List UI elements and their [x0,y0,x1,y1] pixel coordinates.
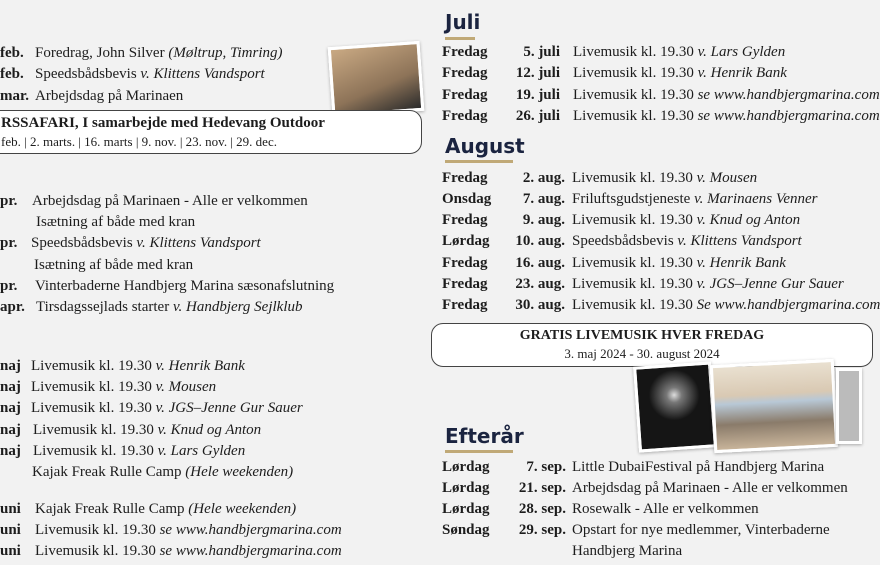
event-detail: v. Lars Gylden [157,443,246,459]
event-text: Livemusik kl. 19.30 [572,170,697,186]
event-row [0,499,848,519]
event-date: 5. juli [523,44,560,60]
event-detail: v. Knud og Anton [157,422,262,438]
event-date: uni [0,501,21,517]
event-detail: se www.handbjergmarina.com [697,108,880,124]
event-row [0,478,848,498]
fireworks-photo [633,361,717,452]
event-row [0,42,848,62]
event-row [0,520,848,540]
event-detail: v. JGS–Jenne Gur Sauer [155,400,303,416]
marina-photo [710,359,838,453]
event-date: uni [0,522,21,538]
event-detail: (Møltrup, Timring) [168,45,283,61]
event-row [0,168,848,188]
event-weekday: Søndag [442,522,490,538]
event-weekday: Fredag [442,65,488,81]
event-detail: se www.handbjergmarina.com [159,543,342,559]
august-heading: August [445,134,525,158]
event-detail: v. Klittens Vandsport [677,233,802,249]
event-text: Speedsbådsbevis [572,233,678,249]
event-text: Opstart for nye medlemmer, Vinterbaderne [572,522,830,538]
event-text: Livemusik kl. 19.30 [33,443,158,459]
event-detail: v. Lars Gylden [697,44,786,60]
august-underline [445,160,513,163]
event-detail: se www.handbjergmarina.com [697,87,880,103]
event-date: naj [0,443,21,459]
safari-dates: feb. | 2. marts. | 16. marts | 9. nov. | 23. nov. | 29. dec. [1,134,277,149]
event-date: naj [0,422,21,438]
event-weekday: Onsdag [442,191,492,207]
event-text: Isætning af både med kran [36,214,196,230]
event-row [0,85,880,105]
event-text: Livemusik kl. 19.30 [572,255,697,271]
event-date: 2. aug. [522,170,565,186]
safari-title: RSSAFARI, I samarbejde med Hedevang Outdoor [1,115,325,131]
event-row [0,295,880,315]
event-date: 16. aug. [515,255,565,271]
event-detail: v. Knud og Anton [696,212,801,228]
event-text: Friluftsgudstjeneste [572,191,695,207]
event-text: Livemusik kl. 19.30 [33,422,158,438]
event-weekday: Lørdag [442,480,490,496]
partial-photo [836,368,862,444]
event-date: 10. aug. [515,233,565,249]
event-detail: v. Marinaens Venner [694,191,818,207]
event-date: 23. aug. [515,276,565,292]
event-detail: Se www.handbjergmarina.com [696,297,880,313]
event-date: 26. juli [515,108,560,124]
event-date: pr. [0,235,18,251]
event-row [0,274,848,294]
event-date: pr. [0,278,18,294]
event-date: 28. sep. [518,501,566,517]
event-weekday: Fredag [442,87,488,103]
event-text: Tirsdagssejlads starter [36,299,173,315]
event-date: naj [0,400,21,416]
event-text: Livemusik kl. 19.30 [573,44,698,60]
event-text: Livemusik kl. 19.30 [573,65,698,81]
event-text: Livemusik kl. 19.30 [31,400,156,416]
event-text: Livemusik kl. 19.30 [572,297,697,313]
event-detail: v. Klittens Vandsport [136,235,261,251]
event-weekday: Fredag [442,170,488,186]
event-date: 12. juli [515,65,560,81]
event-text: Livemusik kl. 19.30 [35,543,160,559]
event-text: Foredrag, John Silver [35,45,169,61]
event-weekday: Fredag [442,44,488,60]
event-date: 7. sep. [526,459,566,475]
table-photo [328,41,425,117]
event-text: Vinterbaderne Handbjerg Marina sæsonafslutning [35,278,335,294]
event-weekday: Fredag [442,108,488,124]
event-weekday: Fredag [442,212,488,228]
event-text: Livemusik kl. 19.30 [31,379,156,395]
event-detail: v. Henrik Bank [155,358,245,374]
juli-underline [445,37,475,40]
event-text: Livemusik kl. 19.30 [572,276,697,292]
gratis-title: GRATIS LIVEMUSIK HVER FREDAG [519,328,765,343]
event-weekday: Fredag [442,255,488,271]
event-text: Livemusik kl. 19.30 [31,358,156,374]
event-detail: (Hele weekenden) [188,501,297,517]
event-detail: v. Mousen [696,170,758,186]
event-weekday: Fredag [442,276,488,292]
event-detail: se www.handbjergmarina.com [159,522,342,538]
event-date: naj [0,358,21,374]
event-text: Arbejdsdag på Marinaen - Alle er velkommen [32,193,308,209]
event-text: Arbejdsdag på Marinaen [35,88,184,104]
event-date: feb. [0,66,24,82]
event-date: mar. [0,88,30,104]
event-text: Isætning af både med kran [34,257,194,273]
event-text: Arbejdsdag på Marinaen - Alle er velkommen [572,480,848,496]
safari-box [0,110,422,154]
event-detail: v. Henrik Bank [697,65,787,81]
event-date: 9. aug. [522,212,565,228]
event-text: Kajak Freak Rulle Camp [35,501,189,517]
juli-heading: Juli [445,10,481,34]
event-date: 19. juli [515,87,560,103]
event-date: apr. [0,299,25,315]
event-detail: v. Handbjerg Sejlklub [172,299,303,315]
event-date: naj [0,379,21,395]
event-date: 29. sep. [518,522,566,538]
event-text: Kajak Freak Rulle Camp [32,464,186,480]
event-detail: (Hele weekenden) [185,464,294,480]
event-row [0,541,848,561]
event-text: Little DubaiFestival på Handbjerg Marina [572,459,825,475]
event-text: Speedsbådsbevis [31,235,137,251]
event-row [0,63,848,83]
event-weekday: Lørdag [442,501,490,517]
event-date: uni [0,543,21,559]
event-date: 30. aug. [515,297,565,313]
event-date: 7. aug. [522,191,565,207]
event-row [0,189,848,209]
event-detail: v. Henrik Bank [696,255,786,271]
event-detail: v. JGS–Jenne Gur Sauer [696,276,844,292]
event-date: 21. sep. [518,480,566,496]
event-text: Livemusik kl. 19.30 [573,108,698,124]
event-detail: v. Mousen [155,379,217,395]
event-row [0,457,848,477]
event-text: Handbjerg Marina [572,543,683,559]
event-weekday: Lørdag [442,233,490,249]
event-date: pr. [0,193,18,209]
efteraar-underline [445,450,513,453]
event-row [0,210,848,230]
event-detail: v. Klittens Vandsport [140,66,265,82]
event-text: Rosewalk - Alle er velkommen [572,501,759,517]
efteraar-heading: Efterår [445,424,524,448]
event-text: Livemusik kl. 19.30 [35,522,160,538]
event-date: feb. [0,45,24,61]
event-text: Livemusik kl. 19.30 [573,87,698,103]
event-weekday: Lørdag [442,459,490,475]
event-weekday: Fredag [442,297,488,313]
event-text: Speedsbådsbevis [35,66,141,82]
event-text: Livemusik kl. 19.30 [572,212,697,228]
gratis-dates: 3. maj 2024 - 30. august 2024 [564,346,720,361]
event-row [0,253,848,273]
event-row [0,231,848,251]
